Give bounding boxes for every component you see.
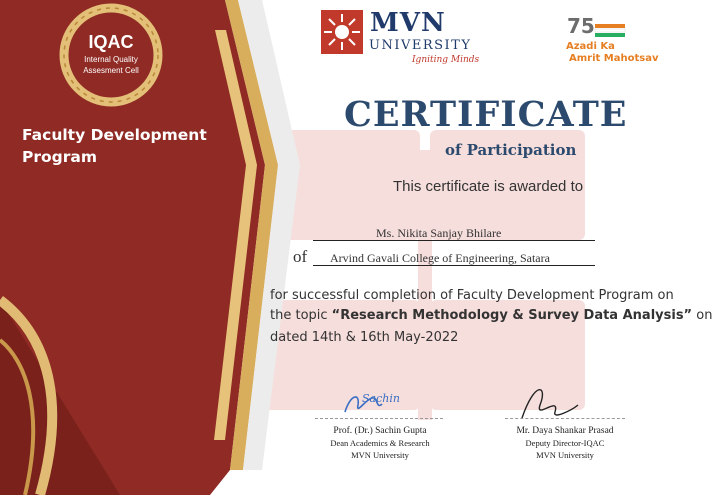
mvn-university: UNIVERSITY (369, 38, 472, 53)
college-line (313, 265, 595, 266)
dates-line: dated 14th & 16th May-2022 (270, 330, 459, 345)
signature-1-handwriting: Sachin (362, 392, 400, 405)
awarded-text: This certificate is awarded to (393, 178, 584, 195)
certificate-title: CERTIFICATE (344, 94, 628, 135)
azadi-number: 75 (567, 14, 595, 38)
iqac-line1: Internal Quality (84, 55, 138, 64)
mvn-tagline: Igniting Minds (412, 55, 480, 65)
azadi-flag-icon (595, 24, 625, 37)
topic-prefix: the topic (270, 308, 332, 323)
topic-title: “Research Methodology & Survey Data Analysis” (331, 308, 693, 323)
signatory-2-role: Deputy Director-IQAC (525, 438, 605, 448)
mvn-flower-icon (321, 10, 363, 54)
topic-line (270, 308, 712, 323)
signatory-1-role: Dean Academics & Research (330, 438, 430, 448)
completion-line: for successful completion of Faculty Development Program on (270, 288, 674, 303)
signature-1-line (315, 418, 443, 419)
recipient-line (313, 240, 595, 241)
recipient-name: Ms. Nikita Sanjay Bhilare (376, 226, 502, 240)
certificate-subtitle: of Participation (445, 141, 577, 159)
signatory-2-org: MVN University (536, 450, 594, 460)
iqac-line2: Assesment Cell (83, 66, 139, 75)
topic-suffix: on (692, 308, 712, 323)
iqac-abbr: IQAC (88, 32, 134, 52)
program-title: Faculty Development Program (22, 126, 207, 166)
mvn-name: MVN (370, 8, 446, 38)
of-label: of (293, 247, 308, 266)
azadi-line1: Azadi Ka (566, 41, 615, 52)
azadi-line2: Amrit Mahotsav (569, 53, 659, 64)
signatory-2-name: Mr. Daya Shankar Prasad (516, 426, 614, 436)
signatory-1-name: Prof. (Dr.) Sachin Gupta (333, 426, 427, 436)
signatory-1-org: MVN University (351, 450, 409, 460)
watermark-emblem (265, 130, 585, 420)
signature-2-line (505, 418, 625, 419)
college-name: Arvind Gavali College of Engineering, Satara (330, 251, 550, 265)
